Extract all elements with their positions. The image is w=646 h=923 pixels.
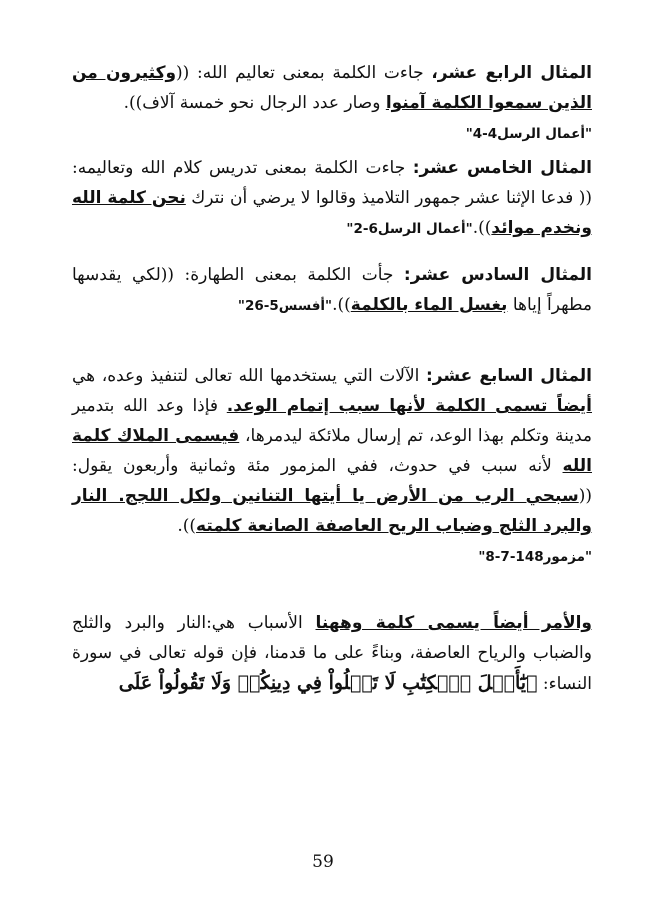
paragraph-example-15 <box>72 153 592 244</box>
example-17-underlined-2: فيسمى الملاك كلمة الله <box>72 426 592 476</box>
example-14-quote: وكثيرون من الذين سمعوا الكلمة آمنوا <box>72 63 592 113</box>
paragraph-example-14 <box>72 58 592 118</box>
example-15-quote: نحن كلمة الله ونخدم موائد <box>72 188 592 238</box>
reference-text: "أعمال الرسل4-4" <box>465 126 592 142</box>
reference-psalm-148 <box>72 545 592 568</box>
reference-ephesians-5-26: "أفسس5-26" <box>237 298 333 314</box>
example-15-label: المثال الخامس عشر: <box>412 158 592 178</box>
example-15-text: جاءت الكلمة بمعنى تدريس كلام الله وتعاليمه: (( فدعا الإثنا عشر جمهور التلاميذ وقالوا لا يرضي أن نترك <box>72 158 592 208</box>
example-17-text-end: )). <box>177 516 197 536</box>
example-16-text: جأت الكلمة بمعنى الطهارة: ((لكي يقدسها مطهراً إياها <box>72 265 592 315</box>
page-number: 59 <box>312 852 334 872</box>
example-17-label: المثال السابع عشر: <box>425 366 592 386</box>
example-14-text-end: وصار عدد الرجال نحو خمسة آلاف)). <box>123 93 386 113</box>
quran-verse: ﴿يَٰٓأَهۡلَ ٱلۡكِتَٰبِ لَا تَغۡلُواْ فِي دِينِكُمۡ وَلَا تَقُولُواْ عَلَى <box>118 672 538 694</box>
reference-acts-6-2: "أعمال الرسل6-2" <box>346 221 473 237</box>
paragraph-conclusion <box>72 608 592 699</box>
example-17-underlined-1: أيضاً تسمى الكلمة لأنها سبب إتمام الوعد. <box>226 396 592 416</box>
example-17-text: الآلات التي يستخدمها الله تعالى لتنفيذ وعده، هي <box>72 366 426 386</box>
example-17-text-2: فإذا وعد الله بتدمير مدينة وتكلم بهذا الوعد، تم إرسال ملائكة ليدمرها، <box>72 396 592 446</box>
example-16-label: المثال السادس عشر: <box>403 265 592 285</box>
paragraph-example-17 <box>72 361 592 541</box>
example-17-text-3: لأنه سبب في حدوث، ففي المزمور مئة وثمانية وأربعون يقول: (( <box>72 456 592 506</box>
paragraph-example-16 <box>72 260 592 321</box>
example-15-text-end: )). <box>472 218 492 238</box>
example-14-text: جاءت الكلمة بمعنى تعاليم الله: (( <box>176 63 432 83</box>
reference-acts-4-4 <box>72 122 592 145</box>
conclusion-underlined: والأمر أيضاً يسمى كلمة وههنا <box>315 613 592 633</box>
example-14-label: المثال الرابع عشر، <box>431 63 593 83</box>
example-17-psalm-quote: سبحي الرب من الأرض يا أيتها التنانين ولكل اللجج. النار والبرد الثلج وضباب الريح العاصفة الصانعة كلمته <box>72 486 592 536</box>
conclusion-text: الأسباب هي:النار والبرد والثلج والضباب والرياح العاصفة، وبناءً على ما قدمنا، فإن قوله تعالى في سورة النساء: <box>72 613 592 694</box>
reference-text: "مزمور148-7-8" <box>478 549 592 565</box>
example-16-text-end: )). <box>332 295 351 315</box>
document-body <box>72 52 592 699</box>
example-16-quote: بغسل الماء بالكلمة <box>350 295 508 315</box>
